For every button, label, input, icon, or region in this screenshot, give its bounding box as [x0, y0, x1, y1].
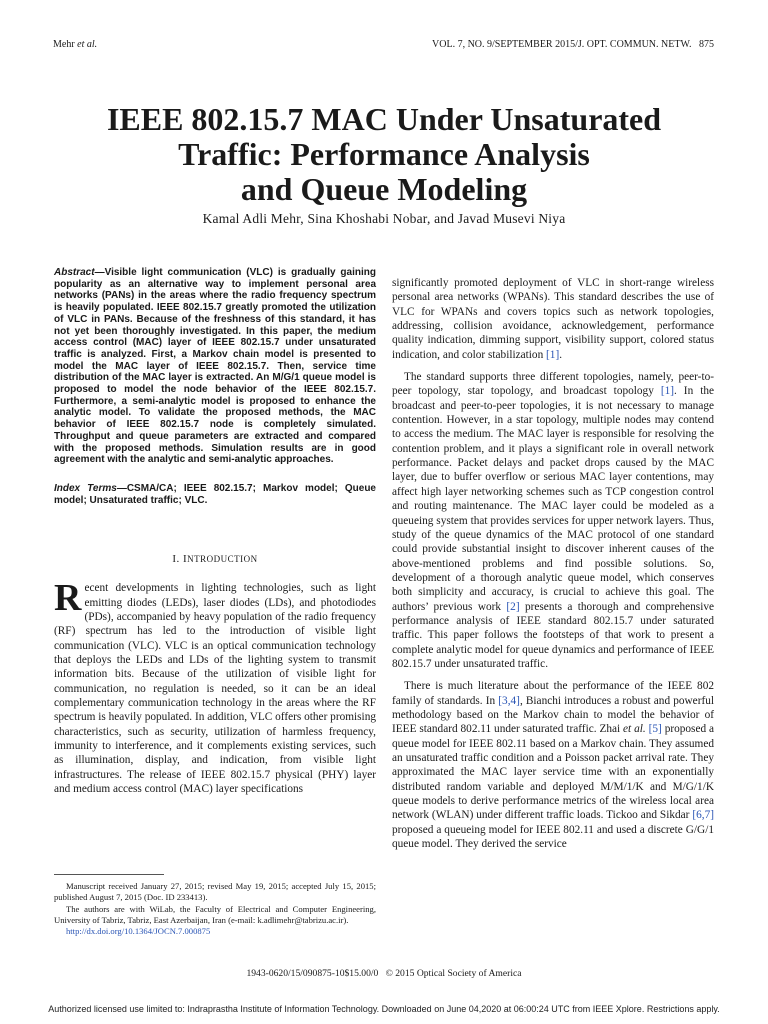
- p3-text-a: There is much literature about the performance of the IEEE 802 family of standards. In: [392, 680, 714, 707]
- citation-3-4[interactable]: [3,4]: [498, 694, 520, 707]
- p3-text-b: , Bianchi introduces a robust and powerful methodology based on the Markov chain to model the behavior of IEEE standard 802.11 under saturated traffic. Zhai: [392, 694, 715, 736]
- p2-text-a: The standard supports three different topologies, namely, peer-to-peer topology, star topology, and broadcast topology: [392, 371, 714, 398]
- p1-text: significantly promoted deployment of VLC in short-range wireless personal area networks (WPANs). This standard describes the use of VLC for WPANs and covers topics such as network topologies, addressing, collision avoidance, acknowledgement, performance quality indication, dimming support, visibility support, colored status indication, and color stabilization: [392, 277, 714, 361]
- author-list: Kamal Adli Mehr, Sina Khoshabi Nobar, and Javad Musevi Niya: [202, 211, 566, 226]
- p3-et-al: et al.: [623, 723, 646, 736]
- intro-text: ecent developments in lighting technologies, such as light emitting diodes (LEDs), laser diodes (LDs), and photodiodes (PDs), accompanied by heavy population of the radio frequency (RF) spectrum has led to the introduction of visible light communication (VLC). VLC is an optical communication technology that deploys the LEDs and LDs of the lighting system to transmit information bits. Because of the utilization of visible light for communication, no regulation is needed, so it can be an ideal complementary communication technology in the areas where the RF spectrum is heavily populated. In addition, VLC offers other promising characteristics, such as security, utilization of harmless frequency, immunity to interference, and it complements existing services, such as illumination, display, and indication, from visible light infrastructures. The release of IEEE 802.15.7 physical (PHY) layer and medium access control (MAC) layer specifications: [54, 582, 376, 796]
- p2-text-b: . In the broadcast and peer-to-peer topologies, it is not necessary to manage contention. However, in a star topology, multiple nodes may contend to access the medium. The MAC layer is responsible for resolving the contention problem, and it plays a significant role in overall network performance. Packet delays and packet drops caused by the MAC layer, due to buffer overflow or serious MAC layer contentions, may affect high layer networking schemes such as TCP congestion control and routing maintenance. The MAC layer could be modeled as a queueing system that provides services for upper network layers. Thus, study of the queue dynamics of the MAC protocol of one standard could provide substantial insight to discover inherent causes of the above-mentioned problems and find possible solutions. So, development of a thorough analytic queue model, which conserves both simplicity and accuracy, is crucial to achieve this goal. The authors’ previous work: [392, 385, 714, 613]
- footnote-divider: [54, 874, 164, 875]
- left-column: [54, 267, 376, 797]
- header-journal-info: VOL. 7, NO. 9/SEPTEMBER 2015/J. OPT. COMMUN. NETW.: [432, 39, 692, 50]
- citation-1b[interactable]: [1]: [660, 385, 675, 398]
- index-terms-dash: —: [116, 482, 127, 494]
- license-notice: Authorized licensed use limited to: Indraprastha Institute of Information Technology. Downloaded on June 04,2020 at 06:00:24 UTC from IEEE Xplore. Restrictions apply.: [48, 1004, 720, 1014]
- paper-title: [60, 102, 708, 207]
- abstract-label: Abstract: [54, 267, 95, 278]
- footnote-doi-line: [54, 926, 376, 937]
- header-author-name: Mehr: [53, 39, 75, 50]
- title-line-2: Traffic: Performance Analysis: [178, 136, 590, 172]
- index-terms-label: Index Terms: [54, 482, 117, 494]
- footnote-affiliation: The authors are with WiLab, the Faculty of Electrical and Computer Engineering, University of Tabriz, Tabriz, East Azerbaijan, Iran (e-mail: k.adlimehr@tabrizu.ac.ir).: [54, 903, 376, 925]
- citation-2[interactable]: [2]: [506, 600, 520, 613]
- p3-text-d: proposed a queueing model for IEEE 802.11 and used a discrete G/G/1 queue model. They derived the service: [392, 823, 714, 851]
- title-line-1: IEEE 802.15.7 MAC Under Unsaturated: [106, 101, 662, 137]
- section-first-letter: I: [183, 553, 188, 566]
- right-paragraph-1: [392, 276, 714, 362]
- intro-paragraph: [54, 577, 376, 796]
- p1-end: .: [559, 348, 563, 361]
- right-paragraph-3: [392, 679, 714, 851]
- title-line-3: and Queue Modeling: [240, 171, 528, 207]
- header-et-al: et al.: [77, 39, 98, 50]
- citation-6-7[interactable]: [6,7]: [692, 809, 714, 822]
- right-column: [392, 276, 714, 851]
- p3-text-c: proposed a queue model for IEEE 802.11 based on a Markov chain. They assumed an unsaturated traffic condition and a Poisson packet arrival rate. They approximated the MAC layer service time with an exponentially distributed random variable and deployed M/M/1/K and M/G/1/K queue models to derive performance metrics of the wireless local area network (WLAN) under different traffic loads. Tickoo and Sikdar: [392, 723, 715, 822]
- header-page-number: 875: [699, 39, 714, 50]
- citation-1[interactable]: [1]: [546, 348, 560, 361]
- footnotes: [54, 881, 376, 937]
- right-paragraph-2: [392, 370, 714, 671]
- abstract-text: Visible light communication (VLC) is gradually gaining popularity as an alternative way to implement personal area networks (PANs) in the areas where the radio frequency spectrum is heavily populated. IEEE 802.15.7 greatly promoted the utilization of VLC in PANs. Because of the freshness of this standard, it has not yet been thoroughly investigated. In this paper, the medium access control (MAC) layer of IEEE 802.15.7 under unsaturated traffic is analyzed. First, a Markov chain model is presented to model the MAC layer of IEEE 802.15.7. Then, service time distribution of the MAC layer is extracted. An M/G/1 queue model is proposed to model the node behavior of the IEEE 802.15.7. Furthermore, a semi-analytic model is proposed to enhance the analytic model. To validate the proposed methods, the MAC behavior of IEEE 802.15.7 node is completely simulated. Throughput and queue parameters are extracted and compared with the proposed methods. Simulation results are in good agreement with the analytic and semi-analytic approaches.: [54, 267, 376, 466]
- abstract-dash: —: [94, 267, 105, 278]
- index-terms: [54, 483, 376, 506]
- section-title-rest: NTRODUCTION: [187, 554, 258, 565]
- citation-5[interactable]: [5]: [648, 723, 662, 736]
- doi-link[interactable]: http://dx.doi.org/10.1364/JOCN.7.000875: [66, 926, 211, 937]
- footer-issn: 1943-0620/15/090875-10$15.00/0: [246, 968, 379, 979]
- drop-cap: R: [54, 577, 82, 620]
- running-header-journal: [432, 39, 714, 50]
- footer-copyright: © 2015 Optical Society of America: [385, 968, 522, 979]
- footnote-received: Manuscript received January 27, 2015; revised May 19, 2015; accepted July 15, 2015; published August 7, 2015 (Doc. ID 233413).: [54, 881, 376, 903]
- page-footer: [0, 968, 768, 979]
- running-header-authors: [53, 39, 97, 50]
- section-numeral: I.: [172, 553, 180, 566]
- index-terms-text: CSMA/CA; IEEE 802.15.7; Markov model; Queue model; Unsaturated traffic; VLC.: [54, 482, 376, 506]
- abstract: [54, 267, 376, 466]
- p2-text-c: presents a thorough and comprehensive performance analysis of IEEE standard 802.15.7 under saturated traffic. This paper follows the footsteps of that work to present a complete analytic model for queue dynamics and performance of IEEE 802.15.7 under unsaturated traffic.: [392, 600, 714, 670]
- section-heading-introduction: [54, 553, 376, 565]
